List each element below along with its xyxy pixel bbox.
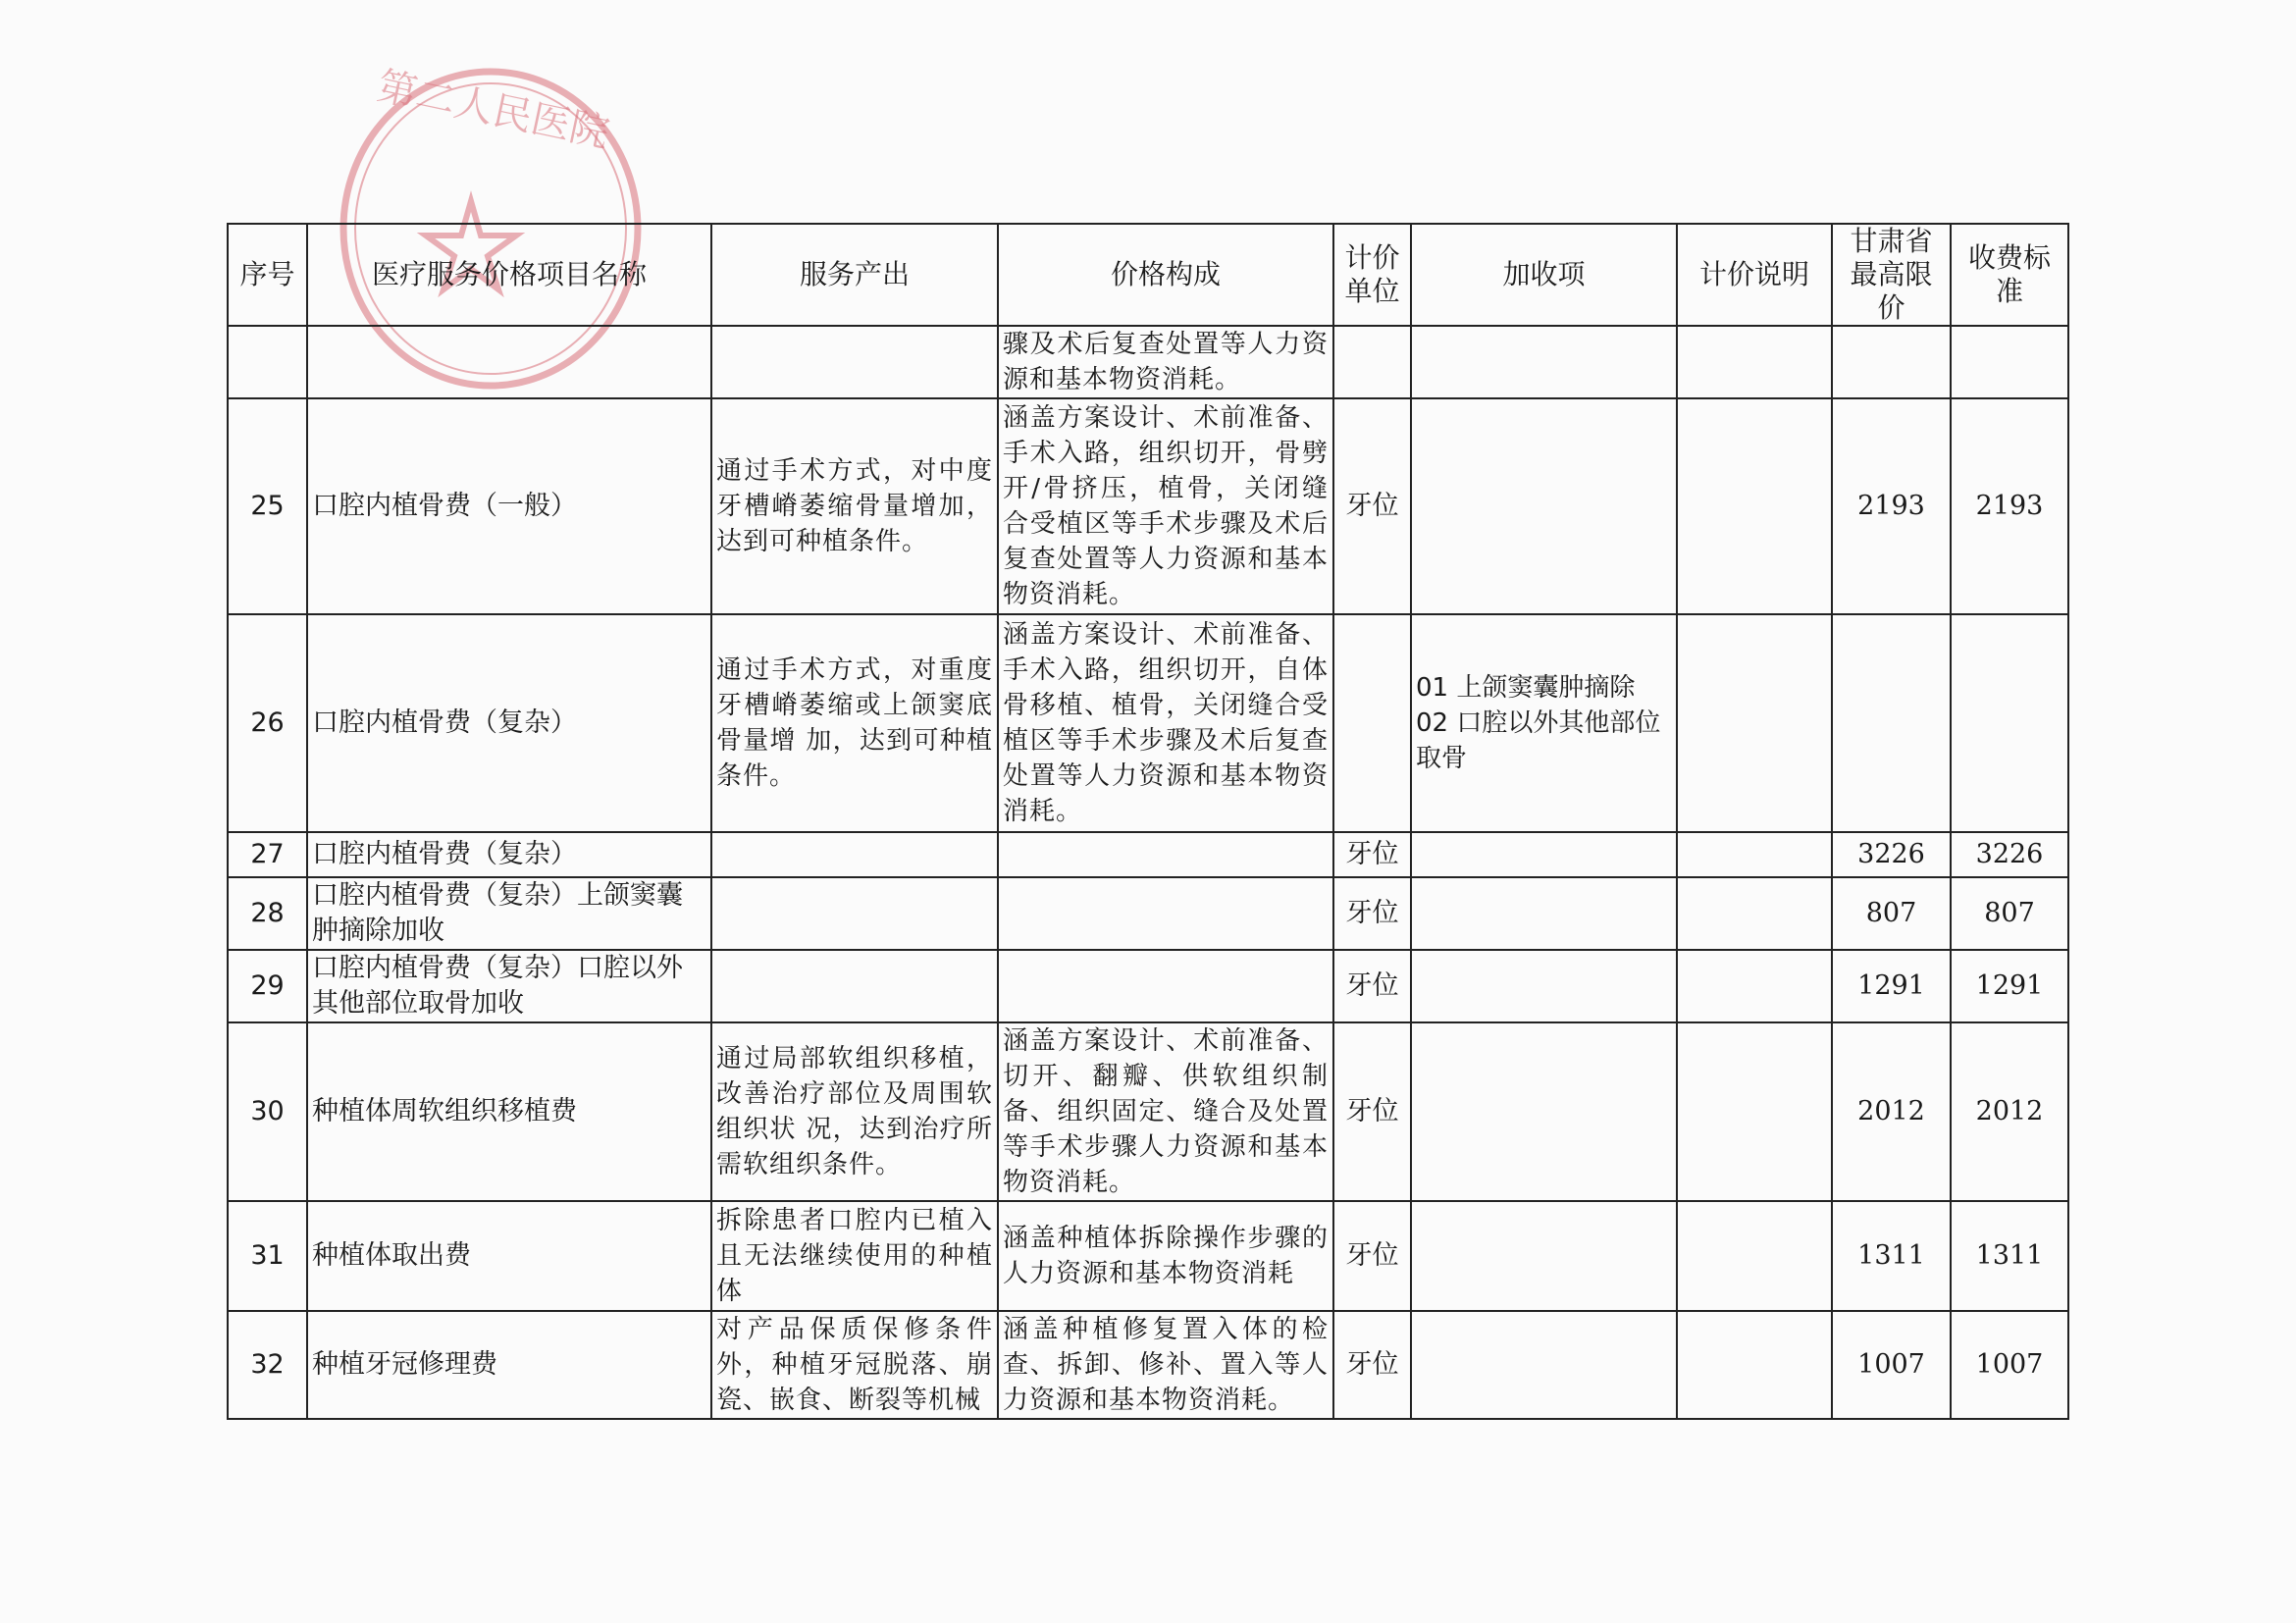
cell-unit: 牙位 [1333, 1022, 1411, 1201]
cell-max-price: 1311 [1832, 1201, 1951, 1311]
cell-note [1677, 950, 1832, 1022]
cell-output: 对产品保质保修条件外，种植牙冠脱落、崩瓷、嵌食、断裂等机械 [711, 1311, 998, 1419]
cell-name: 口腔内植骨费（一般） [307, 398, 711, 614]
cell-addon [1411, 832, 1677, 877]
table-row [228, 1201, 2068, 1311]
cell-note [1677, 877, 1832, 950]
header-output: 服务产出 [711, 224, 998, 326]
cell-note [1677, 398, 1832, 614]
cell-composition: 涵盖种植修复置入体的检查、拆卸、修补、置入等人力资源和基本物资消耗。 [998, 1311, 1333, 1419]
cell-addon [1411, 614, 1677, 832]
cell-unit: 牙位 [1333, 950, 1411, 1022]
cell-output [711, 950, 998, 1022]
cell-addon [1411, 326, 1677, 398]
table-row [228, 877, 2068, 950]
cell-unit [1333, 614, 1411, 832]
table-row [228, 950, 2068, 1022]
header-unit-line: 计价 [1344, 241, 1400, 274]
cell-note [1677, 1311, 1832, 1419]
table-row [228, 398, 2068, 614]
cell-output: 通过手术方式，对重度牙槽嵴萎缩或上颌窦底骨量增 加，达到可种植条件。 [711, 614, 998, 832]
cell-unit: 牙位 [1333, 1311, 1411, 1419]
table-row [228, 326, 2068, 398]
table-row [228, 1022, 2068, 1201]
cell-composition: 涵盖方案设计、术前准备、切开、翻瓣、供软组织制备、组织固定、缝合及处置等手术步骤人力资源和基本物资消耗。 [998, 1022, 1333, 1201]
table-row [228, 1311, 2068, 1419]
cell-name: 种植体取出费 [307, 1201, 711, 1311]
header-unit-line: 单位 [1344, 275, 1400, 307]
cell-max-price: 807 [1832, 877, 1951, 950]
header-unit [1333, 224, 1411, 326]
header-addon: 加收项 [1411, 224, 1677, 326]
seal-text: 第二人民医院 [373, 63, 613, 157]
cell-name: 种植牙冠修理费 [307, 1311, 711, 1419]
cell-unit: 牙位 [1333, 1201, 1411, 1311]
header-standard: 收费标准 [1951, 224, 2068, 326]
cell-name: 口腔内植骨费（复杂）口腔以外其他部位取骨加收 [307, 950, 711, 1022]
header-max-price-line: 甘肃省 [1850, 225, 1933, 257]
cell-max-price: 2193 [1832, 398, 1951, 614]
cell-no: 28 [228, 877, 307, 950]
cell-standard [1951, 326, 2068, 398]
table-row [228, 614, 2068, 832]
cell-output [711, 326, 998, 398]
cell-no: 31 [228, 1201, 307, 1311]
cell-output [711, 832, 998, 877]
addon-item: 01 上颌窦囊肿摘除 [1416, 673, 1636, 703]
cell-name: 口腔内植骨费（复杂）上颌窦囊肿摘除加收 [307, 877, 711, 950]
price-table [227, 223, 2069, 1420]
cell-name: 口腔内植骨费（复杂） [307, 832, 711, 877]
cell-output [711, 877, 998, 950]
cell-composition [998, 877, 1333, 950]
cell-no [228, 326, 307, 398]
table-body [228, 326, 2068, 1419]
cell-note [1677, 614, 1832, 832]
addon-item: 02 口腔以外其他部位取骨 [1416, 708, 1661, 773]
cell-composition [998, 950, 1333, 1022]
cell-standard: 1291 [1951, 950, 2068, 1022]
header-no: 序号 [228, 224, 307, 326]
cell-max-price [1832, 614, 1951, 832]
cell-addon [1411, 1022, 1677, 1201]
cell-name [307, 326, 711, 398]
cell-no: 25 [228, 398, 307, 614]
header-name: 医疗服务价格项目名称 [307, 224, 711, 326]
header-row [228, 224, 2068, 326]
header-max-price-line: 最高限价 [1850, 258, 1933, 324]
cell-no: 32 [228, 1311, 307, 1419]
cell-composition: 骤及术后复查处置等人力资源和基本物资消耗。 [998, 326, 1333, 398]
header-composition: 价格构成 [998, 224, 1333, 326]
cell-max-price: 1291 [1832, 950, 1951, 1022]
cell-note [1677, 1201, 1832, 1311]
cell-max-price: 1007 [1832, 1311, 1951, 1419]
cell-output: 拆除患者口腔内已植入且无法继续使用的种植体 [711, 1201, 998, 1311]
cell-standard [1951, 614, 2068, 832]
cell-addon [1411, 398, 1677, 614]
cell-standard: 2193 [1951, 398, 2068, 614]
cell-addon [1411, 877, 1677, 950]
cell-composition [998, 832, 1333, 877]
cell-unit: 牙位 [1333, 877, 1411, 950]
cell-max-price [1832, 326, 1951, 398]
cell-addon [1411, 1201, 1677, 1311]
cell-composition: 涵盖方案设计、术前准备、手术入路，组织切开，骨劈开/骨挤压，植骨，关闭缝合受植区等手术步骤及术后复查处置等人力资源和基本物资消耗。 [998, 398, 1333, 614]
cell-max-price: 3226 [1832, 832, 1951, 877]
cell-standard: 1311 [1951, 1201, 2068, 1311]
cell-standard: 1007 [1951, 1311, 2068, 1419]
cell-no: 29 [228, 950, 307, 1022]
header-max-price [1832, 224, 1951, 326]
cell-name: 口腔内植骨费（复杂） [307, 614, 711, 832]
cell-max-price: 2012 [1832, 1022, 1951, 1201]
header-note: 计价说明 [1677, 224, 1832, 326]
cell-standard: 807 [1951, 877, 2068, 950]
cell-addon [1411, 950, 1677, 1022]
cell-composition: 涵盖种植体拆除操作步骤的人力资源和基本物资消耗 [998, 1201, 1333, 1311]
cell-no: 27 [228, 832, 307, 877]
cell-unit: 牙位 [1333, 832, 1411, 877]
cell-note [1677, 326, 1832, 398]
cell-addon [1411, 1311, 1677, 1419]
cell-no: 30 [228, 1022, 307, 1201]
cell-note [1677, 832, 1832, 877]
table-row [228, 832, 2068, 877]
cell-composition: 涵盖方案设计、术前准备、手术入路，组织切开，自体骨移植、植骨，关闭缝合受植区等手术步骤及术后复查处置等人力资源和基本物资消耗。 [998, 614, 1333, 832]
cell-standard: 3226 [1951, 832, 2068, 877]
cell-name: 种植体周软组织移植费 [307, 1022, 711, 1201]
cell-output: 通过手术方式，对中度牙槽嵴萎缩骨量增加，达到可种植条件。 [711, 398, 998, 614]
cell-unit: 牙位 [1333, 398, 1411, 614]
cell-no: 26 [228, 614, 307, 832]
cell-standard: 2012 [1951, 1022, 2068, 1201]
cell-output: 通过局部软组织移植，改善治疗部位及周围软组织状 况，达到治疗所需软组织条件。 [711, 1022, 998, 1201]
cell-note [1677, 1022, 1832, 1201]
cell-unit [1333, 326, 1411, 398]
